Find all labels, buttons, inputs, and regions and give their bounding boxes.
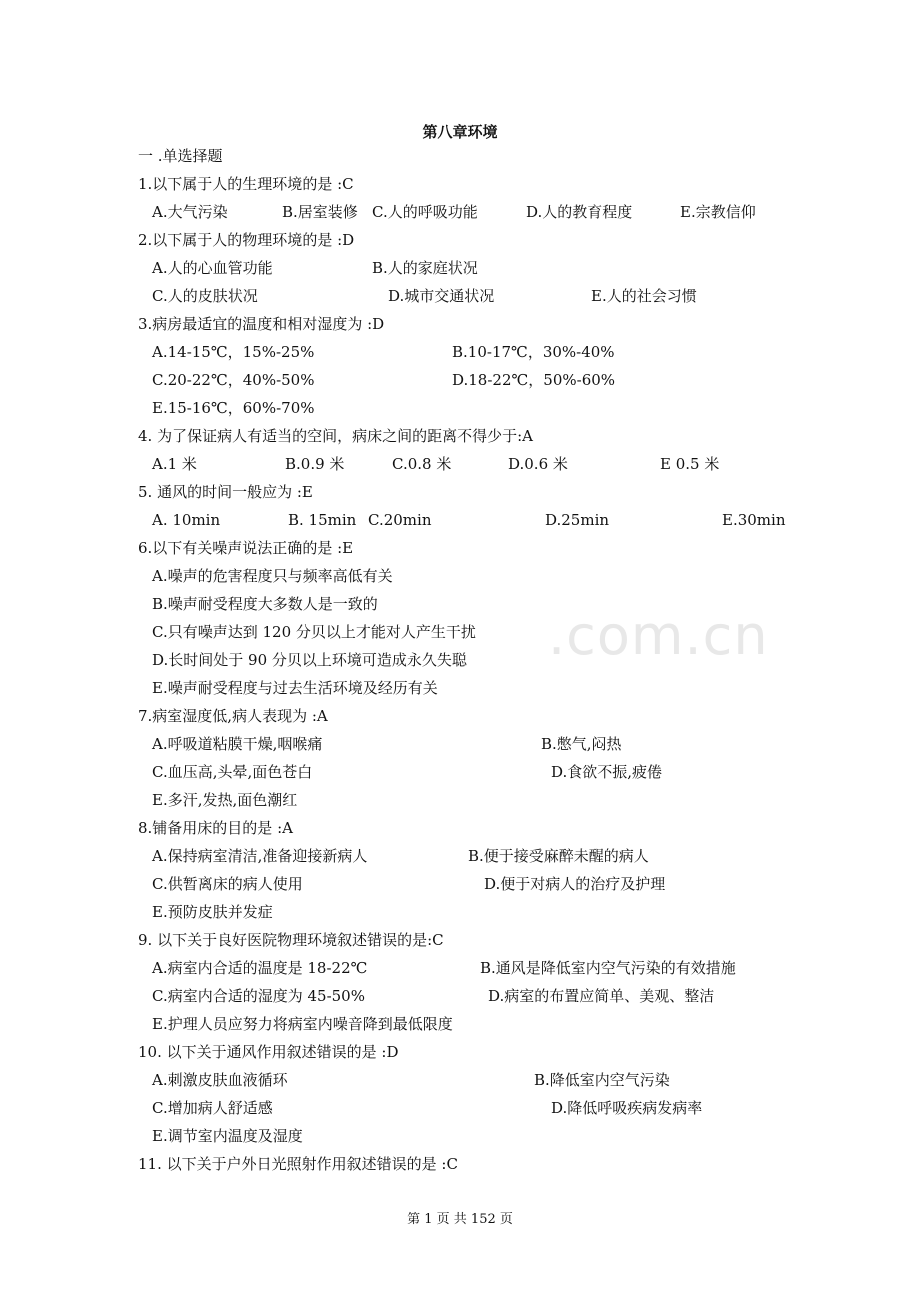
q4-option-b: B.0.9 米 <box>285 455 345 473</box>
q1-option-e: E.宗教信仰 <box>680 203 756 221</box>
q9-option-a: A.病室内合适的温度是 18-22℃ <box>152 959 368 977</box>
q1-option-d: D.人的教育程度 <box>526 203 633 221</box>
q4-option-d: D.0.6 米 <box>508 455 568 473</box>
q1-option-c: C.人的呼吸功能 <box>372 203 478 221</box>
q9-option-c: C.病室内合适的湿度为 45-50% <box>152 987 365 1005</box>
q2-option-b: B.人的家庭状况 <box>372 259 478 277</box>
q2-option-e: E.人的社会习惯 <box>591 287 697 305</box>
q3-option-d: D.18-22℃，50%-60% <box>452 371 616 389</box>
q7-option-a: A.呼吸道粘膜干燥,咽喉痛 <box>152 735 323 753</box>
q9-option-d: D.病室的布置应简单、美观、整洁 <box>488 987 715 1005</box>
question-11-stem: 11. 以下关于户外日光照射作用叙述错误的是 :C <box>138 1155 458 1173</box>
q10-option-a: A.刺激皮肤血液循环 <box>152 1071 288 1089</box>
q10-option-b: B.降低室内空气污染 <box>534 1071 670 1089</box>
section-heading: 一 .单选择题 <box>138 147 223 165</box>
q10-option-e: E.调节室内温度及湿度 <box>152 1127 303 1145</box>
question-4-stem: 4. 为了保证病人有适当的空间，病床之间的距离不得少于:A <box>138 427 533 445</box>
q4-option-a: A.1 米 <box>152 455 197 473</box>
q8-option-e: E.预防皮肤并发症 <box>152 903 273 921</box>
q5-option-a: A. 10min <box>152 511 221 529</box>
q5-option-c: C.20min <box>368 511 432 529</box>
question-5-stem: 5. 通风的时间一般应为 :E <box>138 483 313 501</box>
q4-option-e: E 0.5 米 <box>660 455 720 473</box>
q1-option-a: A.大气污染 <box>152 203 228 221</box>
q6-option-b: B.噪声耐受程度大多数人是一致的 <box>152 595 378 613</box>
question-8-stem: 8.铺备用床的目的是 :A <box>138 819 293 837</box>
q8-option-d: D.便于对病人的治疗及护理 <box>484 875 666 893</box>
q6-option-e: E.噪声耐受程度与过去生活环境及经历有关 <box>152 679 438 697</box>
q8-option-a: A.保持病室清洁,准备迎接新病人 <box>152 847 368 865</box>
q2-option-d: D.城市交通状况 <box>388 287 495 305</box>
page-footer: 第 1 页 共 152 页 <box>407 1212 513 1227</box>
q3-option-c: C.20-22℃，40%-50% <box>152 371 315 389</box>
q3-option-a: A.14-15℃，15%-25% <box>152 343 315 361</box>
q7-option-d: D.食欲不振,疲倦 <box>551 763 663 781</box>
watermark: .com.cn <box>548 604 769 667</box>
q6-option-d: D.长时间处于 90 分贝以上环境可造成永久失聪 <box>152 651 467 669</box>
q7-option-b: B.憋气,闷热 <box>541 735 622 753</box>
chapter-title: 第八章环境 <box>422 123 498 141</box>
q5-option-b: B. 15min <box>288 511 357 529</box>
q6-option-c: C.只有噪声达到 120 分贝以上才能对人产生干扰 <box>152 623 476 641</box>
question-7-stem: 7.病室湿度低,病人表现为 :A <box>138 707 328 725</box>
q9-option-e: E.护理人员应努力将病室内噪音降到最低限度 <box>152 1015 453 1033</box>
q1-option-b: B.居室装修 <box>282 203 358 221</box>
q5-option-e: E.30min <box>722 511 786 529</box>
question-10-stem: 10. 以下关于通风作用叙述错误的是 :D <box>138 1043 399 1061</box>
question-9-stem: 9. 以下关于良好医院物理环境叙述错误的是:C <box>138 931 444 949</box>
q8-option-b: B.便于接受麻醉未醒的病人 <box>468 847 649 865</box>
q5-option-d: D.25min <box>545 511 610 529</box>
question-3-stem: 3.病房最适宜的温度和相对湿度为 :D <box>138 315 385 333</box>
question-2-stem: 2.以下属于人的物理环境的是 :D <box>138 231 355 249</box>
q10-option-d: D.降低呼吸疾病发病率 <box>551 1099 703 1117</box>
question-1-stem: 1.以下属于人的生理环境的是 :C <box>138 175 354 193</box>
q7-option-c: C.血压高,头晕,面色苍白 <box>152 763 313 781</box>
q2-option-a: A.人的心血管功能 <box>152 259 273 277</box>
q6-option-a: A.噪声的危害程度只与频率高低有关 <box>152 567 393 585</box>
q10-option-c: C.增加病人舒适感 <box>152 1099 273 1117</box>
q9-option-b: B.通风是降低室内空气污染的有效措施 <box>480 959 736 977</box>
q3-option-e: E.15-16℃，60%-70% <box>152 399 315 417</box>
q2-option-c: C.人的皮肤状况 <box>152 287 258 305</box>
q7-option-e: E.多汗,发热,面色潮红 <box>152 791 298 809</box>
q3-option-b: B.10-17℃，30%-40% <box>452 343 615 361</box>
q8-option-c: C.供暂离床的病人使用 <box>152 875 303 893</box>
question-6-stem: 6.以下有关噪声说法正确的是 :E <box>138 539 354 557</box>
q4-option-c: C.0.8 米 <box>392 455 452 473</box>
